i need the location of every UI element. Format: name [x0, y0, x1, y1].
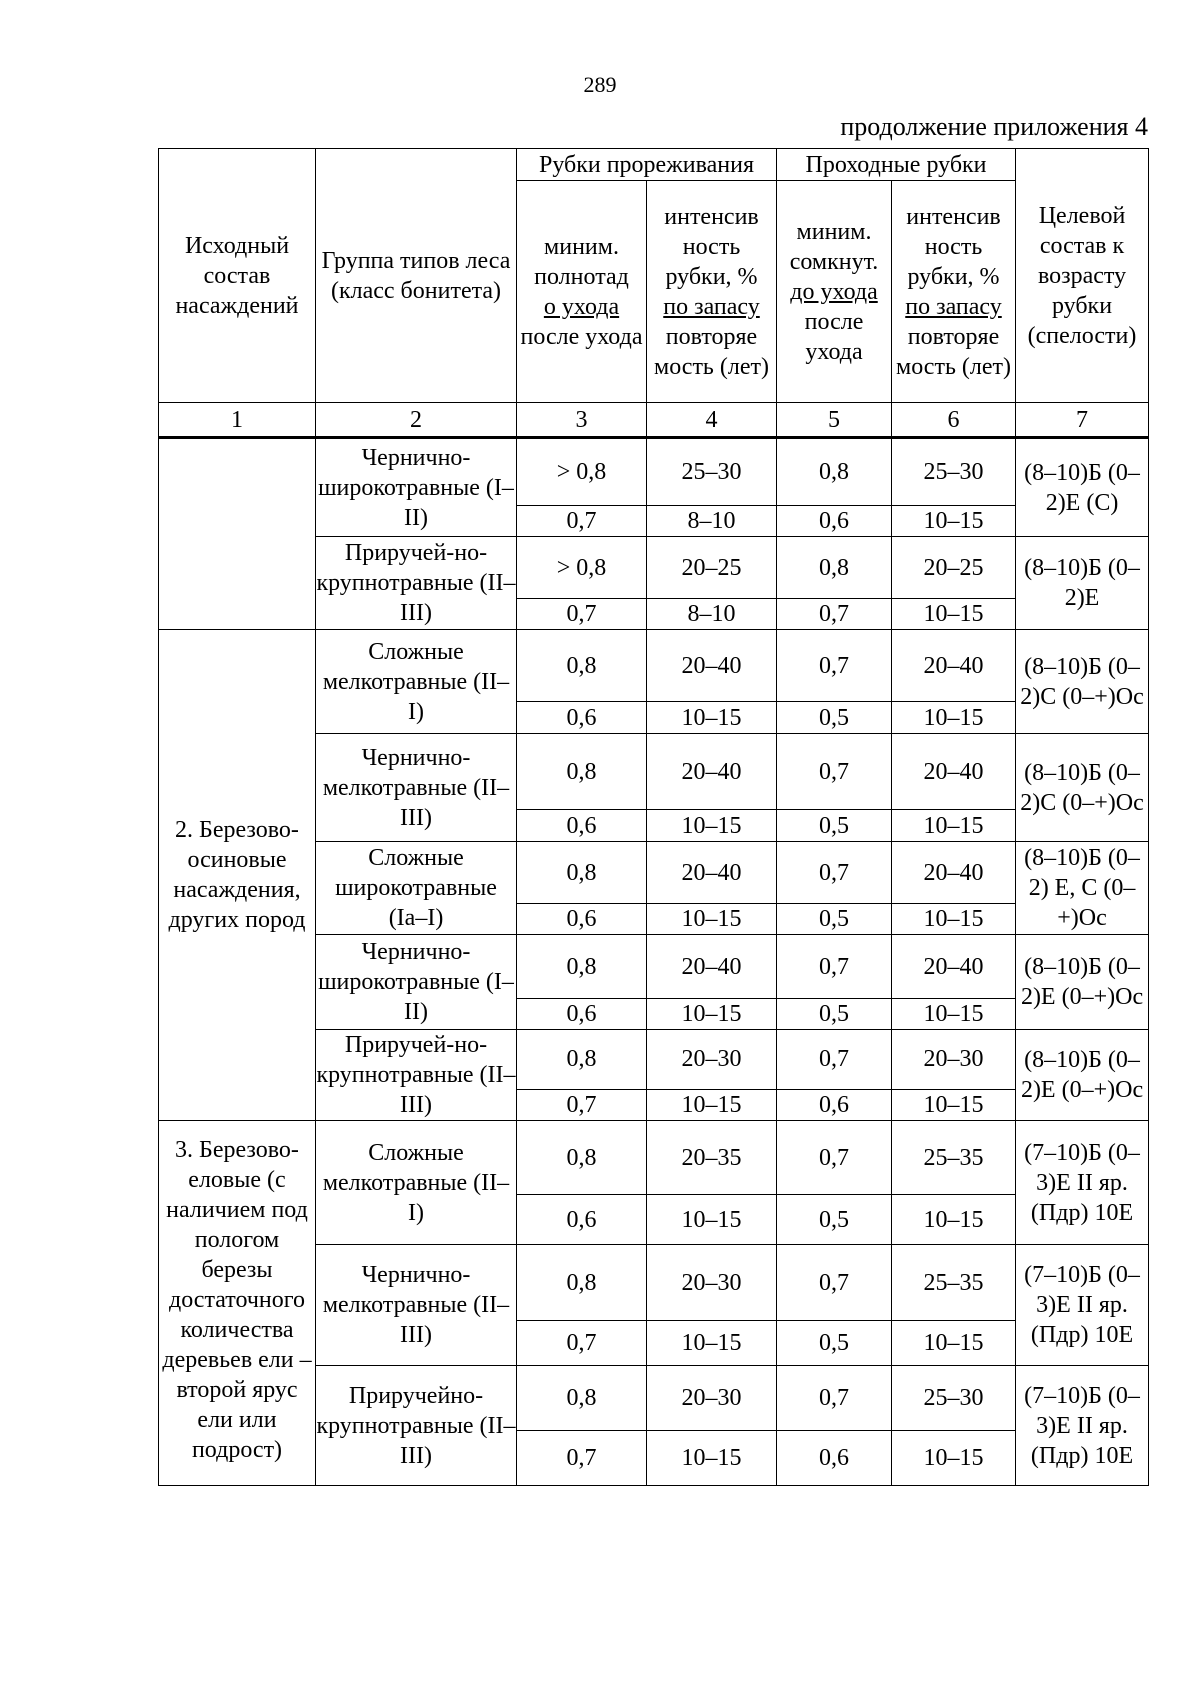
upper-value-cell: 0,8 — [517, 842, 647, 904]
upper-value-cell: 20–35 — [647, 1121, 777, 1195]
column-number: 2 — [316, 403, 517, 438]
header-thinning-intensity-l3: повторяе мость (лет) — [654, 323, 769, 380]
upper-value-cell: 20–30 — [647, 1245, 777, 1321]
forest-type-cell: Чернично-мелкотравные (II–III) — [316, 1245, 517, 1366]
upper-value-cell: 0,8 — [517, 1245, 647, 1321]
lower-value-cell: 0,6 — [517, 1195, 647, 1245]
lower-value-cell: 10–15 — [647, 1431, 777, 1486]
upper-value-cell: 20–40 — [892, 734, 1016, 810]
target-composition-cell: (8–10)Б (0–2)Е (0–+)Ос — [1016, 935, 1149, 1030]
lower-value-cell: 10–15 — [647, 1321, 777, 1366]
source-composition-cell — [159, 438, 316, 630]
lower-value-cell: 10–15 — [647, 810, 777, 842]
lower-value-cell: 10–15 — [892, 1431, 1016, 1486]
upper-value-cell: 0,7 — [777, 1366, 892, 1431]
lower-value-cell: 10–15 — [892, 1321, 1016, 1366]
source-composition-cell: 3. Березово-еловые (с наличием под пологом березы достаточного количества деревьев ели – второй ярус ели или подрост) — [159, 1121, 316, 1486]
header-thinning-intensity-l2: по запасу — [663, 293, 760, 320]
lower-value-cell: 0,6 — [777, 1089, 892, 1120]
header-min-density-l4: после ухода — [520, 323, 643, 350]
forest-type-cell: Сложные мелкотравные (II–I) — [316, 1121, 517, 1245]
header-thinning-cuts: Рубки прореживания — [517, 149, 777, 181]
header-passage-cuts: Проходные рубки — [777, 149, 1016, 181]
upper-value-cell: > 0,8 — [517, 537, 647, 599]
upper-value-cell: 0,8 — [517, 1121, 647, 1195]
lower-value-cell: 0,5 — [777, 1195, 892, 1245]
lower-value-cell: 10–15 — [892, 904, 1016, 935]
header-min-closure-l1: миним. — [796, 218, 872, 245]
lower-value-cell: 0,6 — [517, 810, 647, 842]
upper-value-cell: 0,8 — [517, 1030, 647, 1090]
target-composition-cell: (8–10)Б (0–2)С (0–+)Ос — [1016, 630, 1149, 734]
upper-value-cell: 20–40 — [647, 630, 777, 702]
forest-type-cell: Приручей-но-крупнотравные (II–III) — [316, 1030, 517, 1121]
target-composition-cell: (8–10)Б (0–2)Е (С) — [1016, 438, 1149, 537]
header-passage-intensity-l2: по запасу — [905, 293, 1002, 320]
table-row — [159, 438, 1149, 506]
lower-value-cell: 0,7 — [777, 599, 892, 630]
upper-value-cell: 20–30 — [647, 1030, 777, 1090]
header-min-density-l3: о ухода — [543, 293, 620, 320]
header-min-closure-l4: после ухода — [804, 308, 864, 365]
forest-type-cell: Приручейно-крупнотравные (II–III) — [316, 1366, 517, 1486]
upper-value-cell: 20–30 — [647, 1366, 777, 1431]
lower-value-cell: 0,7 — [517, 1431, 647, 1486]
lower-value-cell: 8–10 — [647, 506, 777, 537]
upper-value-cell: > 0,8 — [517, 438, 647, 506]
lower-value-cell: 0,6 — [517, 702, 647, 734]
source-composition-cell: 2. Березово-осиновые насаждения, других пород — [159, 630, 316, 1121]
forest-type-cell: Чернично-широкотравные (I–II) — [316, 438, 517, 537]
header-passage-intensity-l1: интенсив ность рубки, % — [906, 203, 1001, 290]
upper-value-cell: 0,7 — [777, 734, 892, 810]
upper-value-cell: 25–35 — [892, 1121, 1016, 1195]
upper-value-cell: 20–40 — [647, 935, 777, 999]
upper-value-cell: 0,7 — [777, 630, 892, 702]
forest-type-cell: Сложные широкотравные (Ia–I) — [316, 842, 517, 935]
table-row — [159, 630, 1149, 702]
lower-value-cell: 0,6 — [777, 1431, 892, 1486]
upper-value-cell: 0,8 — [517, 1366, 647, 1431]
upper-value-cell: 20–25 — [892, 537, 1016, 599]
lower-value-cell: 10–15 — [647, 904, 777, 935]
lower-value-cell: 0,5 — [777, 904, 892, 935]
upper-value-cell: 0,7 — [777, 935, 892, 999]
upper-value-cell: 25–30 — [892, 438, 1016, 506]
lower-value-cell: 10–15 — [647, 1195, 777, 1245]
target-composition-cell: (7–10)Б (0–3)Е II яр. (Пдр) 10Е — [1016, 1366, 1149, 1486]
continuation-caption: продолжение приложения 4 — [840, 112, 1148, 141]
target-composition-cell: (8–10)Б (0–2)Е — [1016, 537, 1149, 630]
forest-type-cell: Сложные мелкотравные (II–I) — [316, 630, 517, 734]
forest-type-cell: Приручей-но-крупнотравные (II–III) — [316, 537, 517, 630]
column-number: 5 — [777, 403, 892, 438]
upper-value-cell: 0,8 — [517, 734, 647, 810]
upper-value-cell: 20–40 — [892, 842, 1016, 904]
table-row — [159, 1121, 1149, 1195]
lower-value-cell: 10–15 — [892, 702, 1016, 734]
lower-value-cell: 0,7 — [517, 1321, 647, 1366]
lower-value-cell: 0,6 — [517, 999, 647, 1030]
column-number: 6 — [892, 403, 1016, 438]
upper-value-cell: 0,7 — [777, 1245, 892, 1321]
lower-value-cell: 10–15 — [647, 702, 777, 734]
lower-value-cell: 0,7 — [517, 1089, 647, 1120]
header-forest-type-group: Группа типов леса (класс бонитета) — [316, 149, 517, 403]
lower-value-cell: 0,5 — [777, 999, 892, 1030]
upper-value-cell: 20–40 — [647, 734, 777, 810]
forest-type-cell: Чернично-широкотравные (I–II) — [316, 935, 517, 1030]
header-target-composition: Целевой состав к возрасту рубки (спелости) — [1016, 149, 1149, 403]
upper-value-cell: 25–30 — [647, 438, 777, 506]
target-composition-cell: (8–10)Б (0–2)С (0–+)Ос — [1016, 734, 1149, 842]
header-min-closure — [777, 181, 892, 403]
upper-value-cell: 20–40 — [647, 842, 777, 904]
target-composition-cell: (7–10)Б (0–3)Е II яр. (Пдр) 10Е — [1016, 1121, 1149, 1245]
lower-value-cell: 8–10 — [647, 599, 777, 630]
header-min-density-l2: полнотад — [534, 263, 629, 290]
column-number: 7 — [1016, 403, 1149, 438]
upper-value-cell: 25–30 — [892, 1366, 1016, 1431]
lower-value-cell: 0,5 — [777, 702, 892, 734]
column-number: 1 — [159, 403, 316, 438]
lower-value-cell: 0,5 — [777, 1321, 892, 1366]
lower-value-cell: 0,6 — [517, 904, 647, 935]
upper-value-cell: 0,7 — [777, 1030, 892, 1090]
header-min-density — [517, 181, 647, 403]
lower-value-cell: 0,5 — [777, 810, 892, 842]
header-min-density-l1: миним. — [544, 233, 619, 260]
column-number: 4 — [647, 403, 777, 438]
upper-value-cell: 20–40 — [892, 630, 1016, 702]
lower-value-cell: 0,6 — [777, 506, 892, 537]
lower-value-cell: 10–15 — [892, 1089, 1016, 1120]
target-composition-cell: (8–10)Б (0–2) Е, С (0–+)Ос — [1016, 842, 1149, 935]
upper-value-cell: 0,8 — [517, 630, 647, 702]
lower-value-cell: 0,7 — [517, 599, 647, 630]
upper-value-cell: 0,7 — [777, 842, 892, 904]
header-thinning-intensity — [647, 181, 777, 403]
header-min-closure-l3: до ухода — [790, 278, 878, 305]
lower-value-cell: 10–15 — [892, 506, 1016, 537]
upper-value-cell: 0,8 — [777, 438, 892, 506]
header-passage-intensity — [892, 181, 1016, 403]
upper-value-cell: 0,7 — [777, 1121, 892, 1195]
upper-value-cell: 20–30 — [892, 1030, 1016, 1090]
forest-thinning-table — [158, 148, 1149, 1486]
header-source-composition: Исходный состав насаждений — [159, 149, 316, 403]
lower-value-cell: 10–15 — [647, 1089, 777, 1120]
lower-value-cell: 10–15 — [892, 810, 1016, 842]
column-number: 3 — [517, 403, 647, 438]
upper-value-cell: 0,8 — [777, 537, 892, 599]
lower-value-cell: 0,7 — [517, 506, 647, 537]
lower-value-cell: 10–15 — [892, 1195, 1016, 1245]
header-thinning-intensity-l1: интенсив ность рубки, % — [664, 203, 759, 290]
upper-value-cell: 25–35 — [892, 1245, 1016, 1321]
lower-value-cell: 10–15 — [647, 999, 777, 1030]
target-composition-cell: (8–10)Б (0–2)Е (0–+)Ос — [1016, 1030, 1149, 1121]
header-min-closure-l2: сомкнут. — [789, 248, 879, 275]
upper-value-cell: 20–25 — [647, 537, 777, 599]
header-passage-intensity-l3: повторяе мость (лет) — [896, 323, 1011, 380]
lower-value-cell: 10–15 — [892, 599, 1016, 630]
target-composition-cell: (7–10)Б (0–3)Е II яр. (Пдр) 10Е — [1016, 1245, 1149, 1366]
page-number: 289 — [583, 72, 617, 97]
forest-type-cell: Чернично-мелкотравные (II–III) — [316, 734, 517, 842]
upper-value-cell: 20–40 — [892, 935, 1016, 999]
lower-value-cell: 10–15 — [892, 999, 1016, 1030]
upper-value-cell: 0,8 — [517, 935, 647, 999]
